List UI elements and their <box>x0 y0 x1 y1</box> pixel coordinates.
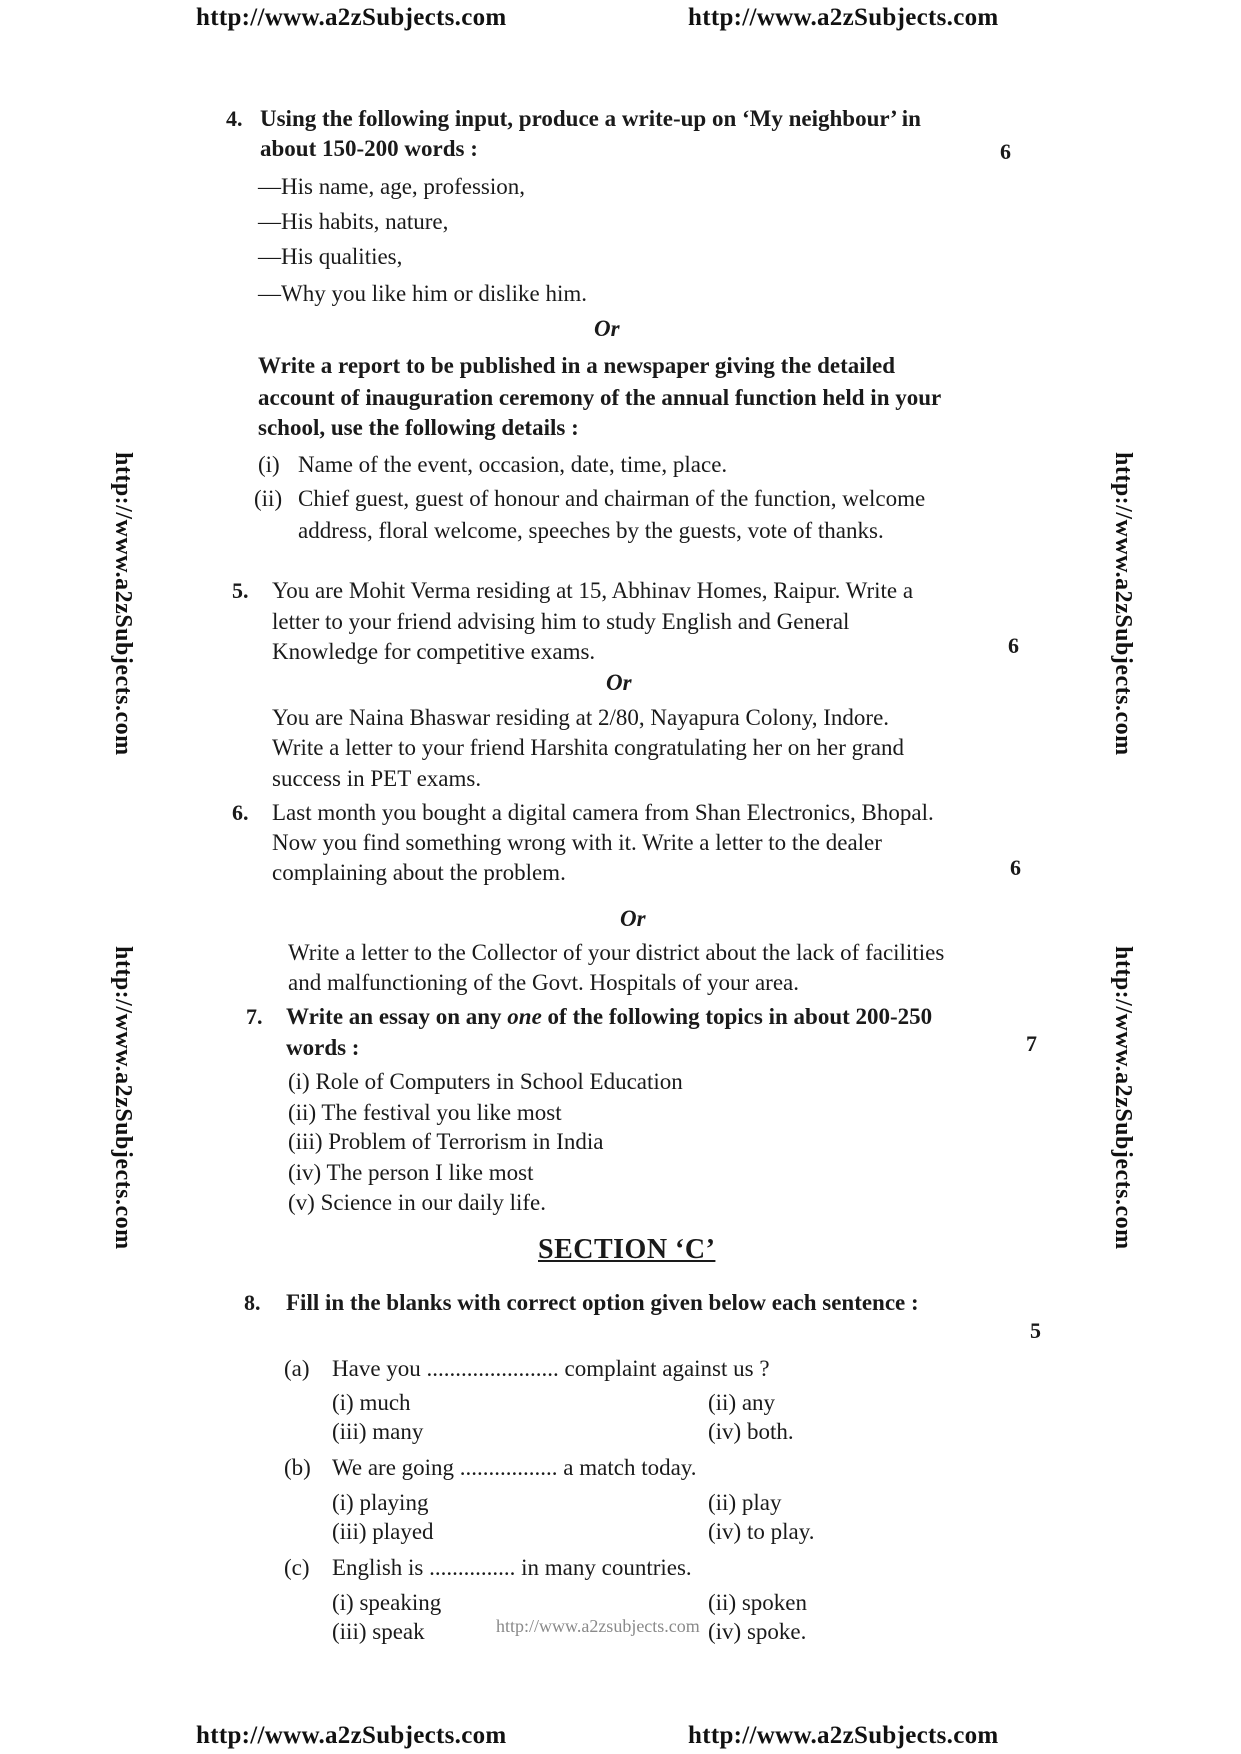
side-watermark-right-top: http://www.a2zSubjects.com <box>1110 452 1136 756</box>
question-text: and malfunctioning of the Govt. Hospitals of your area. <box>288 970 799 995</box>
sub-text: address, floral welcome, speeches by the guests, vote of thanks. <box>298 518 884 543</box>
sub-text: Chief guest, guest of honour and chairman of the function, welcome <box>298 486 926 511</box>
list-item: —Why you like him or dislike him. <box>258 281 587 306</box>
question-text: Last month you bought a digital camera from Shan Electronics, Bhopal. <box>272 800 934 825</box>
option: (i) much <box>332 1390 411 1415</box>
question-number: 7. <box>246 1004 263 1029</box>
list-item: (i) Role of Computers in School Education <box>288 1069 683 1094</box>
side-watermark-left-bottom: http://www.a2zSubjects.com <box>110 946 136 1250</box>
question-text: Now you find something wrong with it. Write a letter to the dealer <box>272 830 882 855</box>
question-text: Write a letter to your friend Harshita congratulating her on her grand <box>272 735 904 760</box>
option: (iii) many <box>332 1419 424 1444</box>
option: (i) speaking <box>332 1590 442 1615</box>
inline-watermark: http://www.a2zsubjects.com <box>496 1616 700 1636</box>
question-text: Using the following input, produce a write-up on ‘My neighbour’ in <box>260 106 921 131</box>
question-text: words : <box>286 1035 360 1060</box>
list-item: —His name, age, profession, <box>258 174 525 199</box>
or-divider: Or <box>620 906 646 931</box>
question-text: Knowledge for competitive exams. <box>272 639 596 664</box>
sub-label: (a) <box>284 1356 310 1381</box>
question-text: account of inauguration ceremony of the annual function held in your <box>258 385 942 410</box>
header-url-right[interactable]: http://www.a2zSubjects.com <box>688 4 999 31</box>
footer-url-left[interactable]: http://www.a2zSubjects.com <box>196 1722 507 1749</box>
option: (iv) both. <box>708 1419 794 1444</box>
option: (iv) to play. <box>708 1519 815 1544</box>
blank-sentence: Have you ....................... complaint against us ? <box>332 1356 770 1381</box>
list-item: (iii) Problem of Terrorism in India <box>288 1129 604 1154</box>
sub-label: (i) <box>258 452 280 477</box>
header-url-left[interactable]: http://www.a2zSubjects.com <box>196 4 507 31</box>
sub-label: (c) <box>284 1555 310 1580</box>
question-number: 8. <box>244 1290 261 1315</box>
option: (iii) speak <box>332 1619 425 1644</box>
blank-sentence: English is ............... in many countries. <box>332 1555 692 1580</box>
list-item: —His habits, nature, <box>258 209 449 234</box>
question-text: You are Naina Bhaswar residing at 2/80, Nayapura Colony, Indore. <box>272 705 890 730</box>
list-item: (ii) The festival you like most <box>288 1100 562 1125</box>
section-heading: SECTION ‘C’ <box>538 1234 716 1265</box>
question-text-emphasis: one <box>507 1004 542 1029</box>
option: (ii) spoken <box>708 1590 808 1615</box>
side-watermark-right-bottom: http://www.a2zSubjects.com <box>1110 946 1136 1250</box>
question-text <box>286 1004 932 1030</box>
question-text: school, use the following details : <box>258 415 579 440</box>
question-number: 6. <box>232 800 249 825</box>
question-text: complaining about the problem. <box>272 860 566 885</box>
sub-text: Name of the event, occasion, date, time, place. <box>298 452 728 477</box>
option: (iv) spoke. <box>708 1619 807 1644</box>
question-text: about 150-200 words : <box>260 136 478 161</box>
sub-label: (b) <box>284 1455 311 1480</box>
footer-url-right[interactable]: http://www.a2zSubjects.com <box>688 1722 999 1749</box>
question-text: letter to your friend advising him to study English and General <box>272 609 850 634</box>
marks: 7 <box>1026 1031 1037 1056</box>
list-item: (v) Science in our daily life. <box>288 1190 547 1215</box>
sub-label: (ii) <box>254 486 283 511</box>
blank-sentence: We are going ................. a match today. <box>332 1455 697 1480</box>
question-text: Write a report to be published in a newspaper giving the detailed <box>258 353 896 378</box>
list-item: —His qualities, <box>258 244 403 269</box>
side-watermark-left-top: http://www.a2zSubjects.com <box>110 452 136 756</box>
question-number: 4. <box>226 106 243 131</box>
option: (iii) played <box>332 1519 434 1544</box>
marks: 6 <box>1010 855 1021 880</box>
question-text: success in PET exams. <box>272 766 482 791</box>
question-text: Write a letter to the Collector of your district about the lack of facilities <box>288 940 945 965</box>
list-item: (iv) The person I like most <box>288 1160 534 1185</box>
option: (ii) any <box>708 1390 776 1415</box>
question-number: 5. <box>232 578 249 603</box>
marks: 5 <box>1030 1318 1041 1343</box>
question-text: You are Mohit Verma residing at 15, Abhinav Homes, Raipur. Write a <box>272 578 914 603</box>
marks: 6 <box>1000 139 1011 164</box>
question-text-part: of the following topics in about 200-250 <box>541 1004 933 1029</box>
marks: 6 <box>1008 633 1019 658</box>
question-text-part: Write an essay on any <box>286 1004 508 1029</box>
or-divider: Or <box>594 316 620 341</box>
question-text: Fill in the blanks with correct option given below each sentence : <box>286 1290 919 1315</box>
option: (i) playing <box>332 1490 429 1515</box>
option: (ii) play <box>708 1490 782 1515</box>
or-divider: Or <box>606 670 632 695</box>
